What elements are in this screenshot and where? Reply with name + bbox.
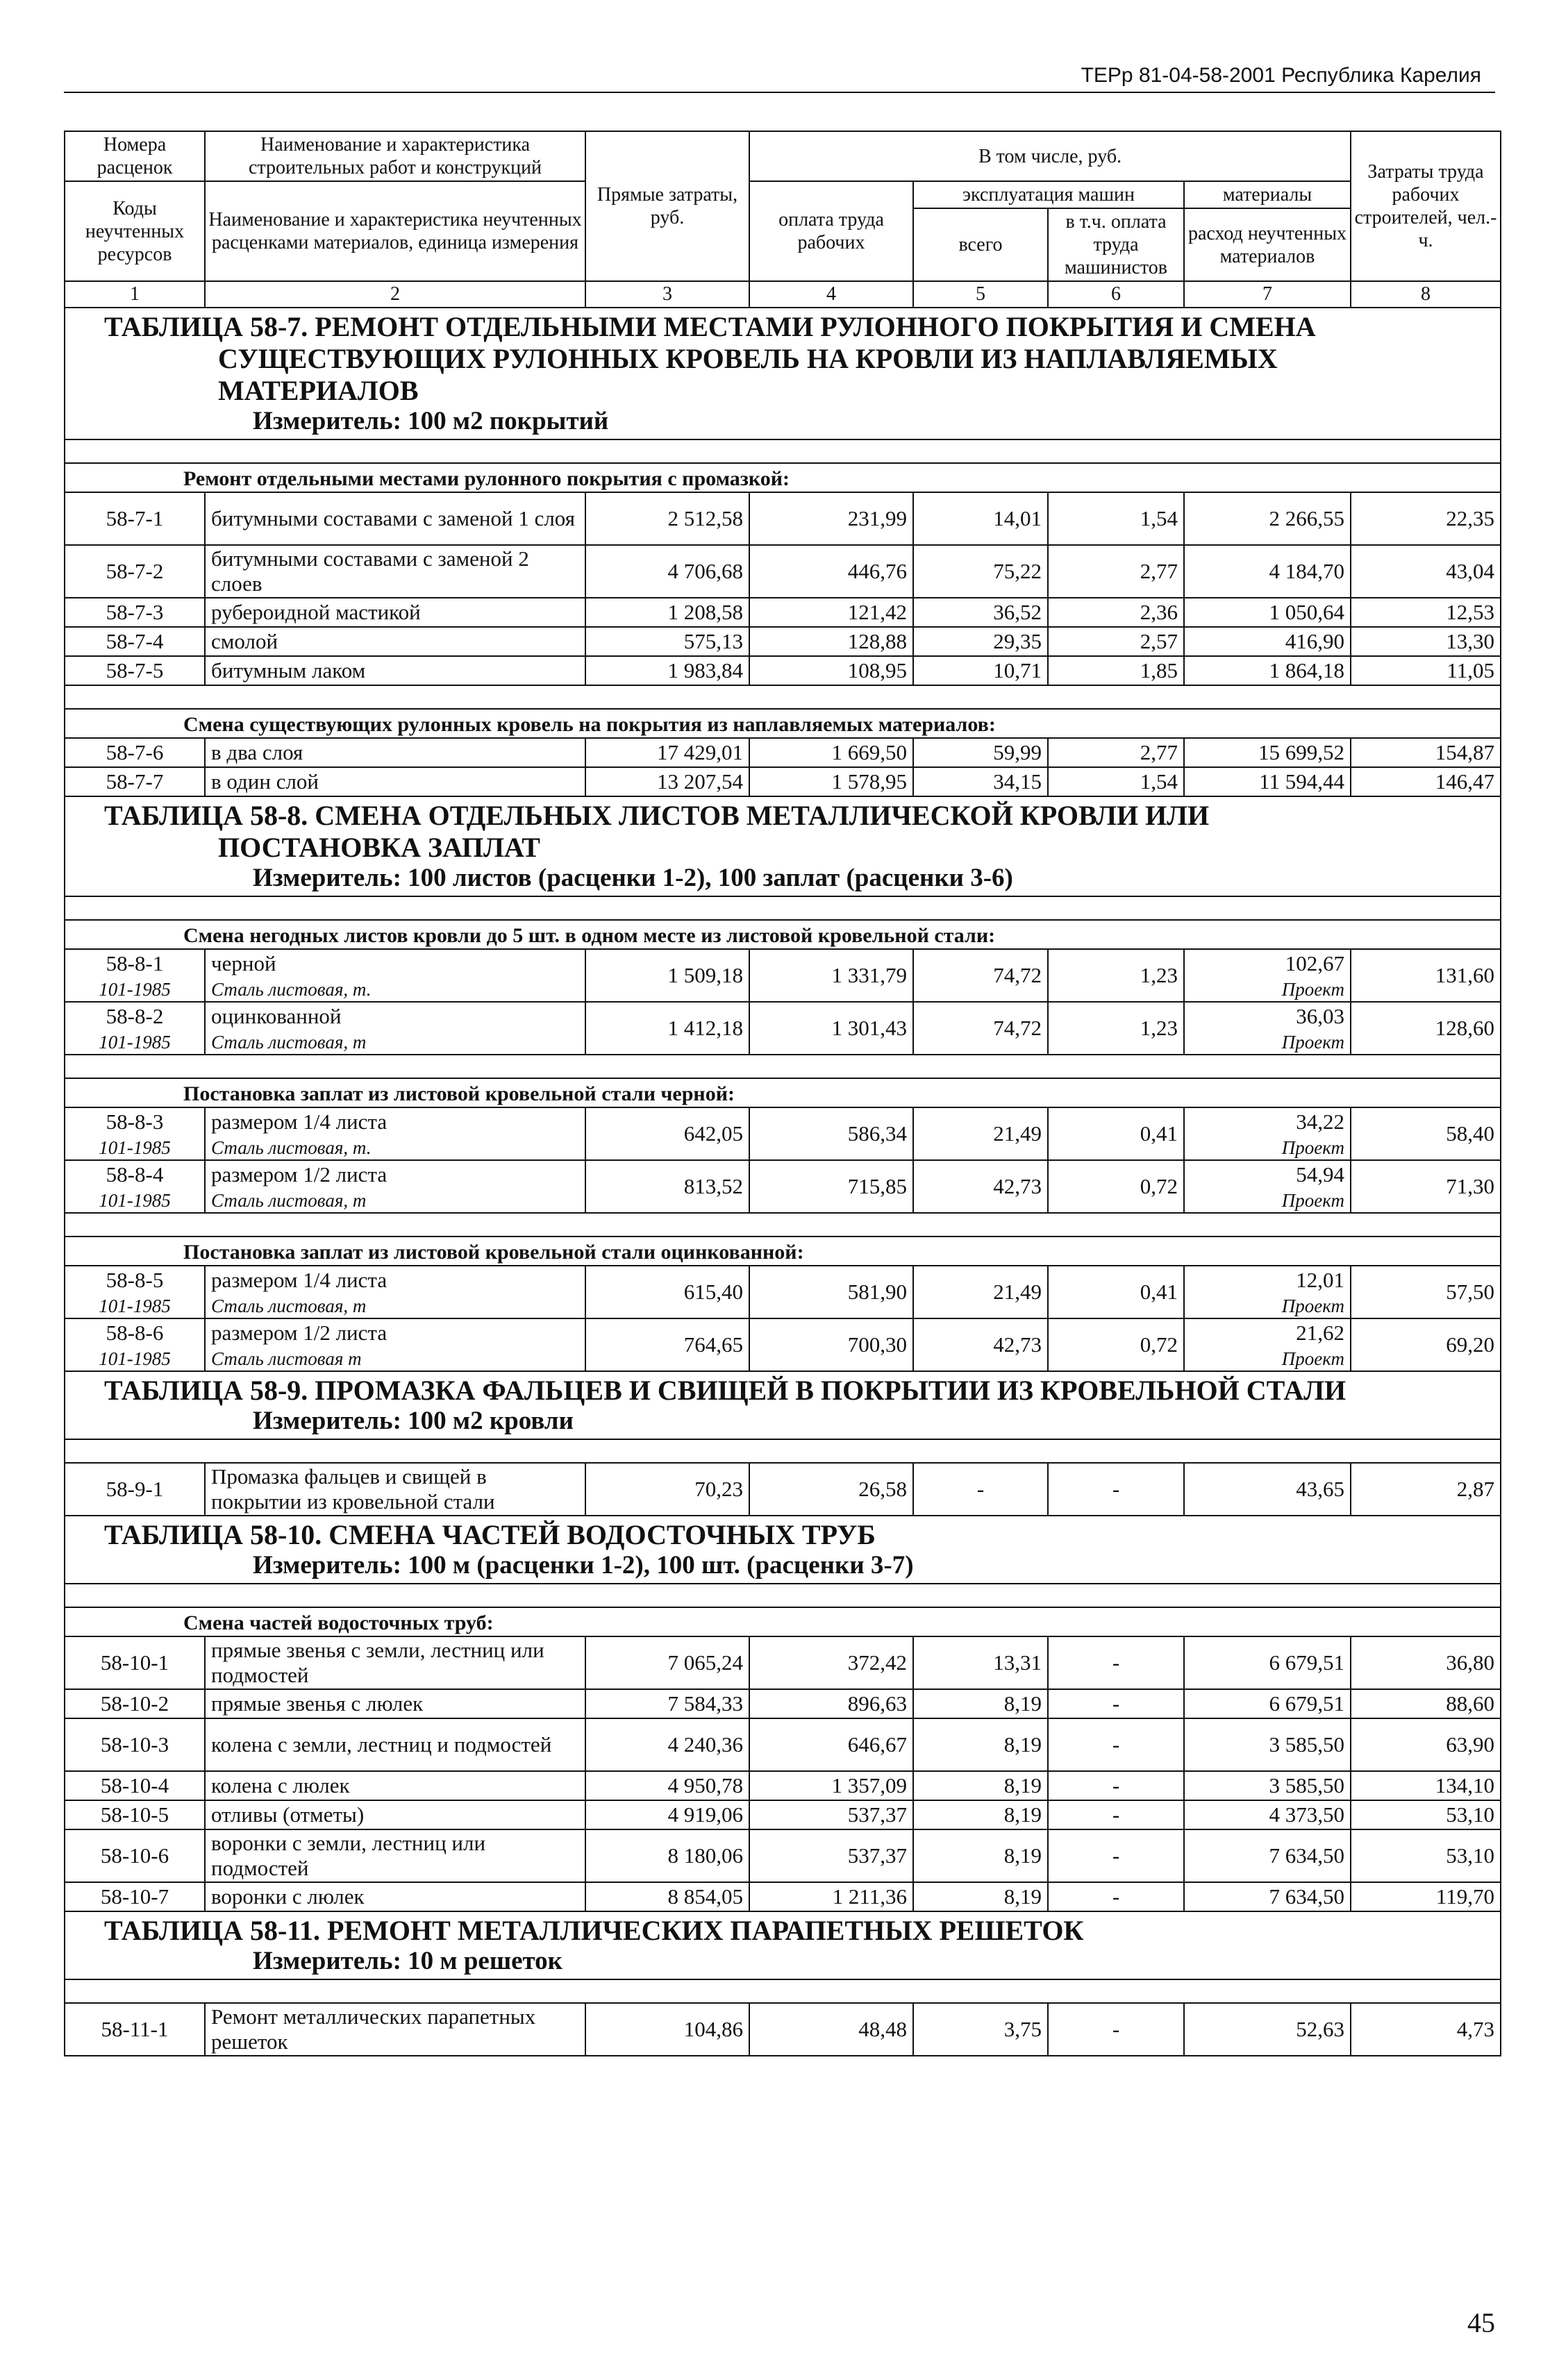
rate-code: 58-9-1 [65,1463,205,1516]
table-row [65,1266,1501,1294]
machinist-pay: - [1048,1689,1184,1718]
spacer-row [65,896,1501,920]
material-cost: 43,65 [1184,1463,1351,1516]
rate-code: 58-10-1 [65,1636,205,1689]
machinist-pay: 0,41 [1048,1107,1184,1160]
machinist-pay: 0,41 [1048,1266,1184,1318]
header-material-use: расход неучтенных материалов [1184,208,1351,281]
machinist-pay: 0,72 [1048,1318,1184,1371]
section-title [65,1371,1501,1439]
material-cost: 416,90 [1184,627,1351,656]
labor-pay: 1 357,09 [749,1771,913,1800]
machines-total: 59,99 [913,738,1048,767]
column-number: 8 [1351,281,1501,308]
table-row [65,656,1501,685]
column-header-row-2 [65,181,1501,208]
table-title: ТАБЛИЦА 58-11. РЕМОНТ МЕТАЛЛИЧЕСКИХ ПАРАПЕТНЫХ РЕШЕТОК [104,1915,1084,1946]
table-row [65,1318,1501,1347]
material-cost: 52,63 [1184,2003,1351,2056]
labor-pay: 231,99 [749,492,913,545]
rate-code: 58-10-5 [65,1800,205,1829]
table-row [65,598,1501,627]
machines-total: 36,52 [913,598,1048,627]
section-title-row [65,1516,1501,1584]
spacer-row [65,439,1501,463]
table-row [65,1160,1501,1189]
work-name: отливы (отметы) [205,1800,585,1829]
labor-hours: 22,35 [1351,492,1501,545]
rate-code: 58-7-5 [65,656,205,685]
labor-pay: 1 211,36 [749,1882,913,1911]
header-rate-numbers: Номера расценок [65,131,205,181]
group-subtitle-row [65,463,1501,492]
machinist-pay: 2,36 [1048,598,1184,627]
rate-code: 58-7-7 [65,767,205,796]
labor-hours: 53,10 [1351,1800,1501,1829]
resource-code: 101-1985 [65,1189,205,1213]
work-name: прямые звенья с земли, лестниц или подмостей [205,1636,585,1689]
rate-code: 58-10-3 [65,1718,205,1771]
work-name: размером 1/2 листа [205,1160,585,1189]
labor-pay: 1 669,50 [749,738,913,767]
rate-code: 58-11-1 [65,2003,205,2056]
material-cost: 7 634,50 [1184,1882,1351,1911]
resource-material: Проект [1184,1189,1351,1213]
material-cost: 4 373,50 [1184,1800,1351,1829]
column-header-row [65,131,1501,181]
resource-material: Проект [1184,978,1351,1002]
direct-costs: 7 065,24 [585,1636,749,1689]
direct-costs: 1 208,58 [585,598,749,627]
labor-hours: 88,60 [1351,1689,1501,1718]
machines-total: 10,71 [913,656,1048,685]
machines-total: - [913,1463,1048,1516]
group-subtitle-row [65,1237,1501,1266]
table-row [65,1463,1501,1516]
header-rule [64,92,1495,93]
resource-code: 101-1985 [65,1294,205,1318]
labor-pay: 715,85 [749,1160,913,1213]
group-subtitle: Смена существующих рулонных кровель на покрытия из наплавляемых материалов: [65,709,1501,738]
labor-pay: 537,37 [749,1829,913,1882]
work-name: битумным лаком [205,656,585,685]
spacer-row [65,1213,1501,1237]
machines-total: 29,35 [913,627,1048,656]
resource-code: 101-1985 [65,1030,205,1055]
resource-name: Сталь листовая, т [205,1294,585,1318]
work-name: прямые звенья с люлек [205,1689,585,1718]
resource-material: Проект [1184,1136,1351,1160]
work-name: размером 1/4 листа [205,1266,585,1294]
labor-pay: 121,42 [749,598,913,627]
table-row [65,1882,1501,1911]
material-cost: 6 679,51 [1184,1636,1351,1689]
table-row [65,1107,1501,1136]
material-cost: 36,03 [1184,1002,1351,1030]
work-name: в один слой [205,767,585,796]
group-subtitle-row [65,1607,1501,1636]
table-body [65,131,1501,2056]
table-row [65,2003,1501,2056]
machinist-pay: 2,77 [1048,738,1184,767]
spacer-cell [65,1213,1501,1237]
direct-costs: 8 180,06 [585,1829,749,1882]
resource-name: Сталь листовая, т [205,1189,585,1213]
material-cost: 102,67 [1184,949,1351,978]
resource-material: Проект [1184,1030,1351,1055]
material-cost: 2 266,55 [1184,492,1351,545]
table-row [65,492,1501,545]
group-subtitle: Смена негодных листов кровли до 5 шт. в одном месте из листовой кровельной стали: [65,920,1501,949]
rate-code: 58-7-1 [65,492,205,545]
rates-table [64,131,1501,2056]
spacer-cell [65,896,1501,920]
group-subtitle-row [65,709,1501,738]
rate-code: 58-8-3 [65,1107,205,1136]
work-name: колена с земли, лестниц и подмостей [205,1718,585,1771]
machinist-pay: - [1048,2003,1184,2056]
group-subtitle-row [65,1078,1501,1107]
section-title-row [65,1371,1501,1439]
labor-hours: 53,10 [1351,1829,1501,1882]
table-row [65,1636,1501,1689]
direct-costs: 4 919,06 [585,1800,749,1829]
rate-code: 58-7-4 [65,627,205,656]
labor-pay: 1 578,95 [749,767,913,796]
machines-total: 21,49 [913,1266,1048,1318]
labor-hours: 43,04 [1351,545,1501,598]
direct-costs: 4 706,68 [585,545,749,598]
labor-hours: 13,30 [1351,627,1501,656]
material-cost: 1 050,64 [1184,598,1351,627]
direct-costs: 70,23 [585,1463,749,1516]
machinist-pay: 2,77 [1048,545,1184,598]
group-subtitle: Постановка заплат из листовой кровельной стали черной: [65,1078,1501,1107]
section-title-row [65,1911,1501,1979]
labor-hours: 36,80 [1351,1636,1501,1689]
table-row [65,1002,1501,1030]
rate-code: 58-10-2 [65,1689,205,1718]
table-title: ТАБЛИЦА 58-8. СМЕНА ОТДЕЛЬНЫХ ЛИСТОВ МЕТАЛЛИЧЕСКОЙ КРОВЛИ ИЛИ [104,800,1210,831]
rate-code: 58-8-6 [65,1318,205,1347]
work-name: оцинкованной [205,1002,585,1030]
direct-costs: 8 854,05 [585,1882,749,1911]
material-cost: 21,62 [1184,1318,1351,1347]
spacer-row [65,685,1501,709]
direct-costs: 104,86 [585,2003,749,2056]
labor-hours: 58,40 [1351,1107,1501,1160]
work-name: размером 1/2 листа [205,1318,585,1347]
machines-total: 3,75 [913,2003,1048,2056]
table-title-line: ПОСТАНОВКА ЗАПЛАТ [218,832,540,863]
machines-total: 74,72 [913,1002,1048,1055]
material-cost: 12,01 [1184,1266,1351,1294]
resource-name: Сталь листовая т [205,1347,585,1371]
labor-hours: 2,87 [1351,1463,1501,1516]
table-title: ТАБЛИЦА 58-10. СМЕНА ЧАСТЕЙ ВОДОСТОЧНЫХ ТРУБ [104,1519,876,1550]
section-title [65,308,1501,439]
machines-total: 8,19 [913,1771,1048,1800]
header-work-name: Наименование и характеристика строительных работ и конструкций [205,131,585,181]
spacer-cell [65,1055,1501,1078]
measure-unit: Измеритель: 10 м решеток [253,1947,563,1975]
column-number: 6 [1048,281,1184,308]
machines-total: 13,31 [913,1636,1048,1689]
group-subtitle: Смена частей водосточных труб: [65,1607,1501,1636]
resource-code: 101-1985 [65,978,205,1002]
resource-code: 101-1985 [65,1347,205,1371]
work-name: рубероидной мастикой [205,598,585,627]
labor-pay: 372,42 [749,1636,913,1689]
table-row [65,1718,1501,1771]
spacer-cell [65,1584,1501,1607]
direct-costs: 13 207,54 [585,767,749,796]
resource-material: Проект [1184,1294,1351,1318]
table-title: ТАБЛИЦА 58-7. РЕМОНТ ОТДЕЛЬНЫМИ МЕСТАМИ РУЛОННОГО ПОКРЫТИЯ И СМЕНА [104,311,1316,342]
machinist-pay: - [1048,1800,1184,1829]
labor-pay: 896,63 [749,1689,913,1718]
direct-costs: 17 429,01 [585,738,749,767]
labor-hours: 154,87 [1351,738,1501,767]
labor-pay: 446,76 [749,545,913,598]
measure-unit: Измеритель: 100 м (расценки 1-2), 100 шт. (расценки 3-7) [253,1551,914,1579]
resource-code: 101-1985 [65,1136,205,1160]
header-resource-codes: Коды неучтенных ресурсов [65,181,205,281]
column-number: 7 [1184,281,1351,308]
header-machines-total: всего [913,208,1048,281]
machinist-pay: 1,54 [1048,767,1184,796]
rate-code: 58-8-4 [65,1160,205,1189]
table-row [65,949,1501,978]
direct-costs: 813,52 [585,1160,749,1213]
header-including: В том числе, руб. [749,131,1351,181]
machines-total: 42,73 [913,1160,1048,1213]
column-number-row [65,281,1501,308]
machinist-pay: 1,54 [1048,492,1184,545]
labor-hours: 131,60 [1351,949,1501,1002]
direct-costs: 1 983,84 [585,656,749,685]
material-cost: 6 679,51 [1184,1689,1351,1718]
labor-pay: 586,34 [749,1107,913,1160]
machines-total: 74,72 [913,949,1048,1002]
work-name: воронки с земли, лестниц или подмостей [205,1829,585,1882]
measure-unit: Измеритель: 100 м2 кровли [253,1407,574,1435]
material-cost: 3 585,50 [1184,1718,1351,1771]
table-row [65,1800,1501,1829]
header-resource-name: Наименование и характеристика неучтенных расценками материалов, единица измерения [205,181,585,281]
spacer-row [65,1584,1501,1607]
resource-name: Сталь листовая, т. [205,1136,585,1160]
labor-pay: 700,30 [749,1318,913,1371]
rate-code: 58-10-6 [65,1829,205,1882]
labor-pay: 128,88 [749,627,913,656]
column-number: 2 [205,281,585,308]
rate-code: 58-7-6 [65,738,205,767]
machines-total: 34,15 [913,767,1048,796]
direct-costs: 4 950,78 [585,1771,749,1800]
section-title [65,1516,1501,1584]
section-title [65,796,1501,896]
table-title-line: СУЩЕСТВУЮЩИХ РУЛОННЫХ КРОВЕЛЬ НА КРОВЛИ ИЗ НАПЛАВЛЯЕМЫХ [218,343,1278,374]
material-cost: 7 634,50 [1184,1829,1351,1882]
spacer-row [65,1979,1501,2003]
material-cost: 34,22 [1184,1107,1351,1136]
machines-total: 8,19 [913,1882,1048,1911]
material-cost: 11 594,44 [1184,767,1351,796]
machines-total: 8,19 [913,1829,1048,1882]
labor-pay: 581,90 [749,1266,913,1318]
machines-total: 8,19 [913,1800,1048,1829]
header-materials: материалы [1184,181,1351,208]
labor-pay: 1 301,43 [749,1002,913,1055]
material-cost: 15 699,52 [1184,738,1351,767]
resource-material: Проект [1184,1347,1351,1371]
table-row [65,1829,1501,1882]
rate-code: 58-10-7 [65,1882,205,1911]
machinist-pay: 1,23 [1048,1002,1184,1055]
column-number: 1 [65,281,205,308]
work-name: Промазка фальцев и свищей в покрытии из кровельной стали [205,1463,585,1516]
material-cost: 1 864,18 [1184,656,1351,685]
work-name: Ремонт металлических парапетных решеток [205,2003,585,2056]
work-name: размером 1/4 листа [205,1107,585,1136]
spacer-cell [65,1979,1501,2003]
resource-name: Сталь листовая, т. [205,978,585,1002]
header-direct-costs: Прямые затраты, руб. [585,131,749,281]
section-title-row [65,796,1501,896]
direct-costs: 7 584,33 [585,1689,749,1718]
resource-name: Сталь листовая, т [205,1030,585,1055]
table-row [65,767,1501,796]
machines-total: 21,49 [913,1107,1048,1160]
machinist-pay: - [1048,1829,1184,1882]
table-row [65,1689,1501,1718]
work-name: черной [205,949,585,978]
labor-pay: 537,37 [749,1800,913,1829]
rate-code: 58-8-5 [65,1266,205,1294]
table-row [65,1771,1501,1800]
header-machinist-pay: в т.ч. оплата труда машинистов [1048,208,1184,281]
material-cost: 54,94 [1184,1160,1351,1189]
rate-code: 58-7-3 [65,598,205,627]
work-name: воронки с люлек [205,1882,585,1911]
labor-hours: 63,90 [1351,1718,1501,1771]
rate-code: 58-7-2 [65,545,205,598]
document-header: ТЕРр 81-04-58-2001 Республика Карелия [1081,64,1481,87]
section-title [65,1911,1501,1979]
group-subtitle: Ремонт отдельными местами рулонного покрытия с промазкой: [65,463,1501,492]
machinist-pay: - [1048,1636,1184,1689]
table-row [65,545,1501,598]
labor-pay: 646,67 [749,1718,913,1771]
machinist-pay: 2,57 [1048,627,1184,656]
direct-costs: 2 512,58 [585,492,749,545]
labor-pay: 48,48 [749,2003,913,2056]
header-machines: эксплуатация машин [913,181,1184,208]
labor-hours: 12,53 [1351,598,1501,627]
machinist-pay: 1,85 [1048,656,1184,685]
labor-pay: 26,58 [749,1463,913,1516]
spacer-cell [65,1439,1501,1463]
material-cost: 3 585,50 [1184,1771,1351,1800]
machinist-pay: 0,72 [1048,1160,1184,1213]
spacer-row [65,1439,1501,1463]
direct-costs: 615,40 [585,1266,749,1318]
rate-code: 58-10-4 [65,1771,205,1800]
work-name: битумными составами с заменой 2 слоев [205,545,585,598]
labor-hours: 128,60 [1351,1002,1501,1055]
direct-costs: 642,05 [585,1107,749,1160]
machinist-pay: 1,23 [1048,949,1184,1002]
machines-total: 42,73 [913,1318,1048,1371]
spacer-row [65,1055,1501,1078]
group-subtitle: Постановка заплат из листовой кровельной стали оцинкованной: [65,1237,1501,1266]
machinist-pay: - [1048,1771,1184,1800]
machinist-pay: - [1048,1463,1184,1516]
labor-pay: 1 331,79 [749,949,913,1002]
labor-hours: 57,50 [1351,1266,1501,1318]
table-row [65,627,1501,656]
column-number: 3 [585,281,749,308]
work-name: смолой [205,627,585,656]
direct-costs: 1 509,18 [585,949,749,1002]
table-title-line: МАТЕРИАЛОВ [218,375,419,406]
labor-hours: 119,70 [1351,1882,1501,1911]
direct-costs: 764,65 [585,1318,749,1371]
machines-total: 8,19 [913,1689,1048,1718]
header-labor-hours: Затраты труда рабочих строителей, чел.-ч. [1351,131,1501,281]
machines-total: 8,19 [913,1718,1048,1771]
work-name: в два слоя [205,738,585,767]
section-title-row [65,308,1501,439]
work-name: колена с люлек [205,1771,585,1800]
table-row [65,738,1501,767]
spacer-cell [65,685,1501,709]
header-labor-pay: оплата труда рабочих [749,181,913,281]
table-title: ТАБЛИЦА 58-9. ПРОМАЗКА ФАЛЬЦЕВ И СВИЩЕЙ В ПОКРЫТИИ ИЗ КРОВЕЛЬНОЙ СТАЛИ [104,1375,1347,1406]
labor-hours: 69,20 [1351,1318,1501,1371]
column-number: 4 [749,281,913,308]
rate-code: 58-8-1 [65,949,205,978]
labor-hours: 4,73 [1351,2003,1501,2056]
labor-hours: 71,30 [1351,1160,1501,1213]
machines-total: 75,22 [913,545,1048,598]
machines-total: 14,01 [913,492,1048,545]
page-number: 45 [1467,2307,1495,2338]
labor-hours: 11,05 [1351,656,1501,685]
column-number: 5 [913,281,1048,308]
labor-hours: 146,47 [1351,767,1501,796]
work-name: битумными составами с заменой 1 слоя [205,492,585,545]
measure-unit: Измеритель: 100 м2 покрытий [253,407,609,435]
direct-costs: 1 412,18 [585,1002,749,1055]
direct-costs: 4 240,36 [585,1718,749,1771]
direct-costs: 575,13 [585,627,749,656]
measure-unit: Измеритель: 100 листов (расценки 1-2), 100 заплат (расценки 3-6) [253,864,1013,892]
labor-hours: 134,10 [1351,1771,1501,1800]
rate-code: 58-8-2 [65,1002,205,1030]
group-subtitle-row [65,920,1501,949]
machinist-pay: - [1048,1882,1184,1911]
material-cost: 4 184,70 [1184,545,1351,598]
labor-pay: 108,95 [749,656,913,685]
machinist-pay: - [1048,1718,1184,1771]
spacer-cell [65,439,1501,463]
